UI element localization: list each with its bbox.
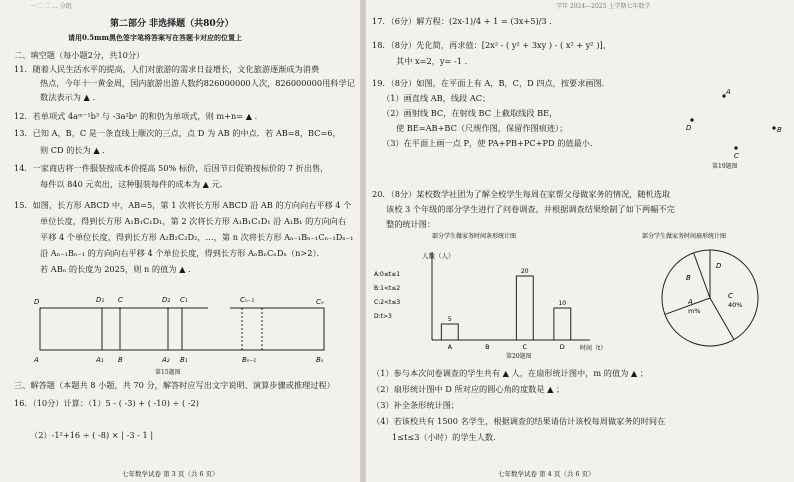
fig15-label-Cn: Cₙ [316,298,324,306]
q13-line1: 13．已知 A，B，C 是一条直线上顺次的三点，点 D 为 AB 的中点．若 AB=8，BC=6， [14,128,341,138]
pie-label-D: D [716,262,722,270]
fig15-label-B1: B₁ [180,356,188,364]
page-4 [366,0,794,482]
fig19-point-D: D [686,124,692,132]
q20-part1: （1）参与本次问卷调查的学生共有 ▲ 人，在扇形统计图中，m 的值为 ▲ ； [372,368,649,378]
bar-chart-title: 部分学生做家务时间条形统计图 [432,233,517,240]
pie-value-C: 40% [728,301,743,309]
pie-chart-title: 部分学生做家务时间扇形统计图 [642,233,727,240]
q16-part1: 16．（10分）计算：（1）5 - ( -3) + ( -10) ÷ ( -2) [14,398,199,408]
q11-line1: 11．随着人民生活水平的提高，人们对旅游的需求日益增长，文化旅游逐渐成为消费 [14,64,320,74]
q11-line2: 热点，今年十一黄金周，国内旅游出游人数约826000000人次，826000000用科学记 [40,78,355,88]
q15-line5: 若 ABₙ 的长度为 2025，则 n 的值为 ▲ ． [40,264,197,274]
pie-label-B: B [686,274,691,282]
pie-divider-0 [694,253,710,298]
q15-line2: 单位长度，得到长方形 A₁B₁C₁D₁，第 2 次将长方形 A₁B₁C₁D₁ 沿 A₁B₁ 的方向向右 [40,216,347,226]
q20-part3: （3）补全条形统计图； [372,400,460,410]
bar-value-D: 10 [558,300,567,307]
bar-legend-3: D:t>3 [374,313,392,320]
fig19-point-B: B [777,126,782,134]
part-title: 第二部分 非选择题（共80分） [110,19,234,29]
bar-value-C: 20 [520,268,529,275]
fig19-point-A: A [726,88,731,96]
q18-line2: 其中 x=2，y= -1 . [396,56,468,66]
fig15-label-D1: D₁ [96,296,105,304]
q20-part2: （2）扇形统计图中 D 所对应的圆心角的度数是 ▲ ； [372,384,565,394]
fig15-label-C1: C₁ [180,296,188,304]
q19-line1: 19．（8分）如图，在平面上有 A，B，C，D 四点，按要求画图． [372,78,610,88]
q20-line2: 该校 3 个年级的部分学生进行了问卷调查，并根据调查结果绘制了如下两幅不完 [386,204,675,214]
section-solutions: 三、解答题（本题共 8 小题，共 70 分，解答时应写出文字说明、演算步骤或推理过程） [14,380,335,390]
bar-chart-xlabel: 时间（t） [580,345,607,352]
q20-part4-cont: 1≤t≤3（小时）的学生人数． [392,432,502,442]
footer-page-4: 七年数学试卷 第 4 页（共 6 页） [498,470,595,478]
fig15-label-B: B [118,356,123,364]
page-3 [0,0,360,482]
fig15-label-C: C [118,296,123,304]
fig15-label-A1: A₁ [96,356,104,364]
section-fill-blank: 二、填空题（每小题2分，共10分） [14,50,145,60]
q14-line1: 14．一家商店将一件服装按成本价提高 50% 标价，后因节日促销按标价的 7 折出售， [14,163,329,173]
bar-legend-0: A:0≤t≤1 [374,271,401,278]
q18-line1: 18．（8分）先化简，再求值：[2x² - ( y² + 3xy ) - ( x² + y² )]， [372,40,611,50]
header-fragment: 一二 二 … 分组 [30,3,72,10]
bar-chart [372,228,622,358]
header-fragment-right: 学年 2024—2025 上学期七年数学 [556,3,651,10]
q20-line1: 20．（8分）某校数学社团为了解全校学生每周在家帮父母做家务的情况，随机选取 [372,189,671,199]
bar-C [516,276,533,340]
q15-line1: 15．如图，长方形 ABCD 中，AB=5，第 1 次将长方形 ABCD 沿 AB 的方向向右平移 4 个 [14,200,352,210]
pie-label-C: C [728,292,733,300]
fig15-label-A2: A₂ [162,356,170,364]
pie-chart [628,228,792,358]
q15-line4: 沿 Aₙ₋₁Bₙ₋₁ 的方向向右平移 4 个单位长度，得到长方形 AₙBₙCₙDₙ（n>2）． [40,248,325,258]
fig15-caption: 第15题图 [155,369,181,376]
q11-line3: 数法表示为 ▲ ． [40,92,101,102]
q14-line2: 每件以 840 元卖出，这种服装每件的成本为 ▲ 元． [40,179,228,189]
fig15-label-Bn: Bₙ [316,356,324,364]
fig15-label-D: D [34,298,40,306]
fig15-label-Bn-1: Bₙ₋₁ [242,356,257,364]
bar-value-A: 5 [447,316,452,323]
fig20-caption: 第20题图 [506,353,532,360]
bar-tick-A: A [447,343,453,351]
fig15-label-D2: D₂ [162,296,171,304]
q19-line5: （3）在平面上画一点 P，使 PA+PB+PC+PD 的值最小． [382,138,599,148]
q19-line3: （2）画射线 BC，在射线 BC 上截取线段 BE， [382,108,558,118]
fig19-point-C: C [734,152,739,160]
fig15-label-A: A [34,356,39,364]
q16-part2: （2）-1²+16 ÷ ( -8) × | -3 - 1 | [30,430,154,440]
bar-chart-ylabel: 人数（人） [422,252,455,260]
fig19-caption: 第19题图 [712,163,738,170]
figure-15 [30,290,340,370]
bar-D [554,308,571,340]
q20-line3: 整的统计图： [386,219,436,229]
fig15-label-Cn-1: Cₙ₋₁ [240,296,255,304]
q15-line3: 平移 4 个单位长度，得到长方形 A₂B₂C₂D₂，…，第 n 次将长方形 Aₙ₋₁Bₙ₋₁Cₙ₋₁Dₙ₋₁ [40,232,354,242]
bar-legend-2: C:2<t≤3 [374,299,401,306]
q20-part4: （4）若该校共有 1500 名学生，根据调查的结果请估计该校每周做家务的时间在 [372,416,666,426]
footer-page-3: 七年数学试卷 第 3 页（共 6 页） [122,470,219,478]
bar-legend-1: B:1<t≤2 [374,285,401,292]
q19-line4: 使 BE=AB+BC（尺规作图，保留作图痕迹）； [396,123,568,133]
bar-tick-B: B [485,343,490,351]
q13-line2: 则 CD 的长为 ▲ ． [40,145,111,155]
answer-notice: 请用0.5mm黑色签字笔将答案写在答题卡对应的位置上 [68,33,242,42]
figure-19 [686,88,786,160]
bar-tick-D: D [559,343,565,351]
bar-tick-C: C [522,343,528,351]
q12: 12．若单项式 4aᵐ⁻¹b³ 与 -3a²bⁿ 的和仍为单项式，则 m+n= ▲ ． [14,111,263,121]
pie-label-A: A [688,298,693,306]
q17: 17．（6分）解方程：(2x-1)/4 + 1 = (3x+5)/3 . [372,16,552,26]
pie-value-A: m% [688,307,701,315]
bar-A [441,324,458,340]
q19-line2: （1）画直线 AB，线段 AC； [382,93,491,103]
